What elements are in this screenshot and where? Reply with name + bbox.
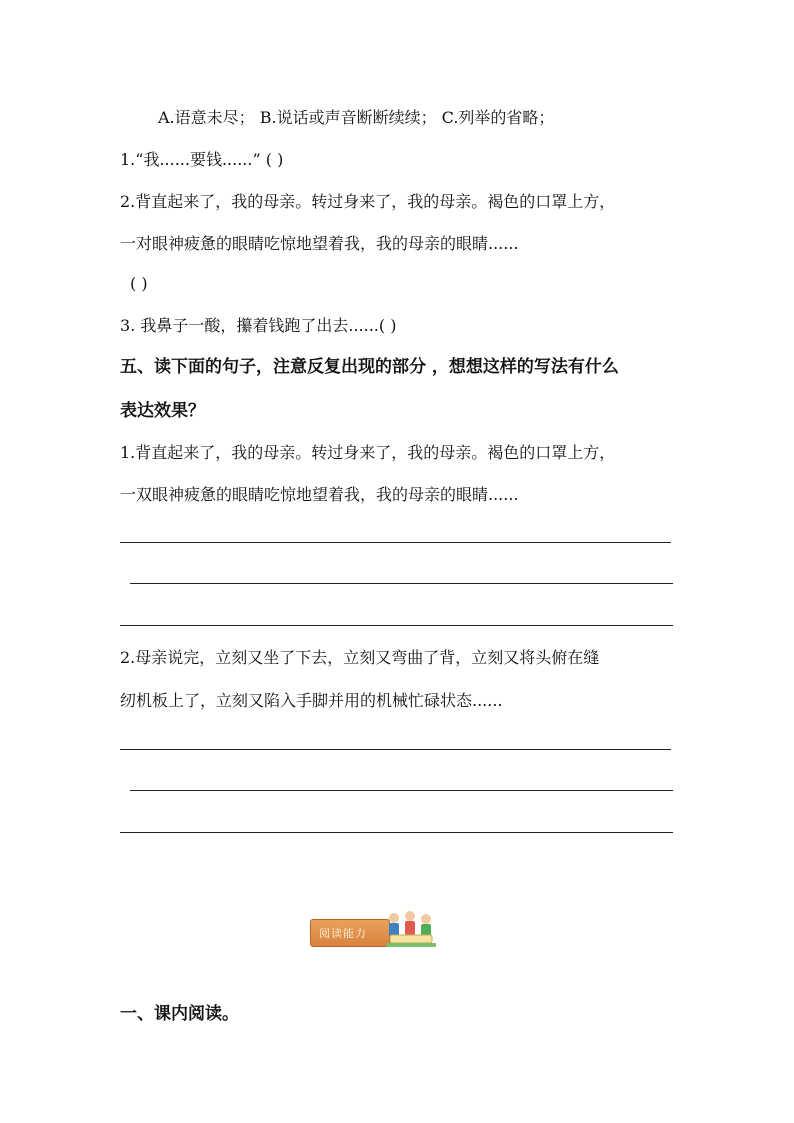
answer-line[interactable] xyxy=(120,542,671,543)
question-1: 1.“我......要钱......” ( ) xyxy=(120,150,284,169)
answer-line[interactable] xyxy=(120,832,673,833)
s5-question-1-line-2: 一双眼神疲惫的眼睛吃惊地望着我，我的母亲的眼睛...... xyxy=(120,485,519,504)
banner-scroll xyxy=(310,919,390,947)
section-5-heading-line-2: 表达效果？ xyxy=(120,401,205,421)
children-reading-icon xyxy=(384,909,438,949)
question-2-answer-paren: ( ) xyxy=(130,274,148,293)
reading-ability-banner xyxy=(310,909,438,951)
section-1-heading: 一、课内阅读。 xyxy=(120,1004,239,1024)
question-2-line-2: 一对眼神疲惫的眼睛吃惊地望着我，我的母亲的眼睛...... xyxy=(120,234,519,253)
answer-line[interactable] xyxy=(120,625,673,626)
s5-question-2-line-2: 纫机板上了，立刻又陷入手脚并用的机械忙碌状态...... xyxy=(120,691,503,710)
question-2-line-1: 2.背直起来了，我的母亲。转过身来了，我的母亲。褐色的口罩上方， xyxy=(120,192,616,211)
options-line: A.语意未尽； B.说话或声音断断续续； C.列举的省略； xyxy=(158,108,555,127)
answer-line[interactable] xyxy=(130,583,673,584)
s5-question-2-line-1: 2.母亲说完，立刻又坐了下去，立刻又弯曲了背，立刻又将头俯在缝 xyxy=(120,648,600,667)
s5-question-1-line-1: 1.背直起来了，我的母亲。转过身来了，我的母亲。褐色的口罩上方， xyxy=(120,443,616,462)
answer-line[interactable] xyxy=(130,790,673,791)
question-3: 3. 我鼻子一酸，攥着钱跑了出去......( ) xyxy=(120,316,397,335)
section-5-heading-line-1: 五、读下面的句子，注意反复出现的部分 ，想想这样的写法有什么 xyxy=(120,357,619,377)
banner-label: 阅读能力 xyxy=(319,927,367,940)
answer-line[interactable] xyxy=(120,749,671,750)
